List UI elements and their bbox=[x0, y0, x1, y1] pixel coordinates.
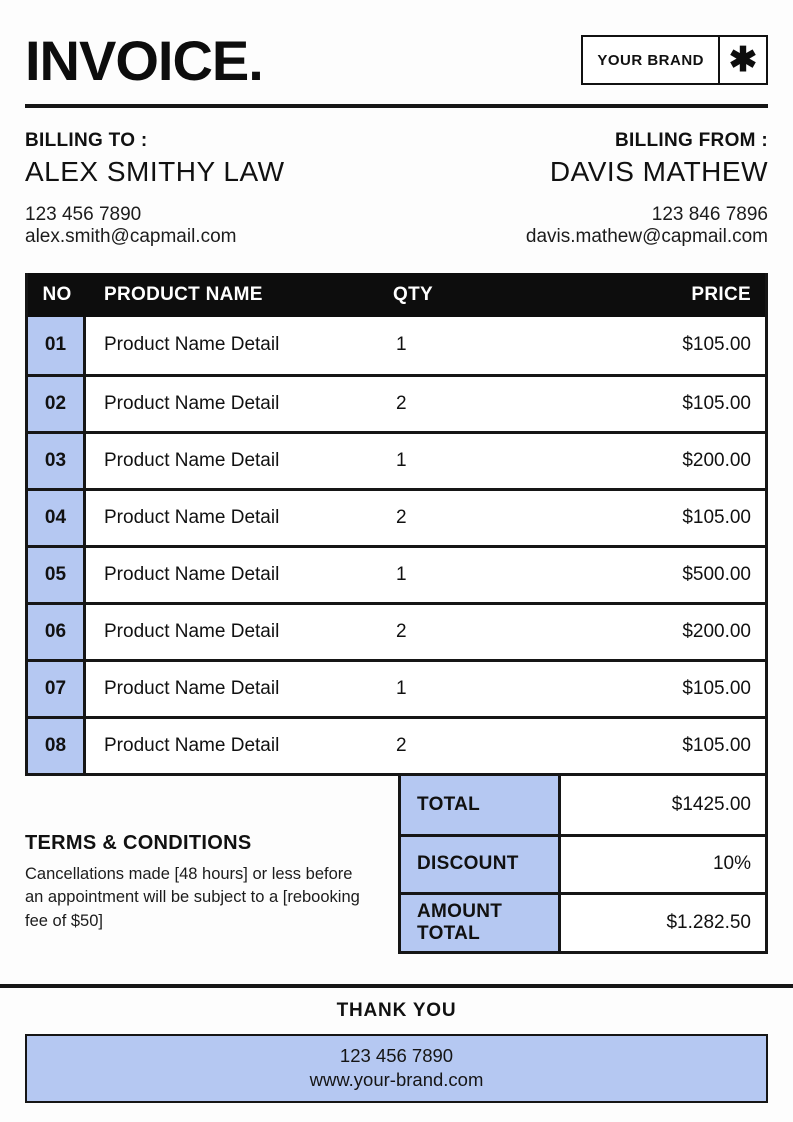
row-product-name: Product Name Detail bbox=[104, 620, 280, 642]
totals-row bbox=[401, 834, 765, 892]
footer-divider bbox=[0, 984, 793, 988]
items-table bbox=[25, 273, 768, 776]
billing-from-phone: 123 846 7896 bbox=[651, 204, 768, 225]
billing-from-block bbox=[526, 130, 768, 249]
row-qty: 1 bbox=[396, 449, 407, 471]
row-qty: 2 bbox=[396, 506, 407, 528]
billing-to-email: alex.smith@capmail.com bbox=[25, 226, 237, 248]
row-number: 07 bbox=[28, 662, 86, 716]
brand-badge bbox=[581, 35, 768, 85]
totals-row bbox=[401, 892, 765, 951]
summary-section bbox=[25, 776, 768, 954]
billing-from-email: davis.mathew@capmail.com bbox=[525, 226, 768, 248]
row-number: 06 bbox=[28, 605, 86, 659]
row-number: 08 bbox=[28, 719, 86, 773]
table-row bbox=[28, 545, 765, 602]
billing-to-phone: 123 456 7890 bbox=[25, 204, 142, 225]
table-row bbox=[28, 716, 765, 773]
billing-to-name: ALEX SMITHY LAW bbox=[25, 156, 285, 187]
row-product-name: Product Name Detail bbox=[104, 506, 280, 528]
row-qty: 1 bbox=[396, 334, 407, 356]
row-price: $105.00 bbox=[682, 392, 751, 414]
footer-phone: 123 456 7890 bbox=[339, 1044, 454, 1066]
row-number: 04 bbox=[28, 491, 86, 545]
column-header-qty: QTY bbox=[393, 283, 433, 305]
table-row bbox=[28, 317, 765, 374]
totals-value: $1.282.50 bbox=[561, 895, 765, 951]
billing-to-label: BILLING TO : bbox=[25, 130, 148, 151]
row-qty: 1 bbox=[396, 677, 407, 699]
header bbox=[25, 28, 768, 92]
row-product-name: Product Name Detail bbox=[104, 734, 280, 756]
row-qty: 2 bbox=[396, 620, 407, 642]
header-divider bbox=[25, 104, 768, 108]
table-row bbox=[28, 659, 765, 716]
totals-row bbox=[401, 776, 765, 834]
row-number: 01 bbox=[28, 317, 86, 374]
row-product-name: Product Name Detail bbox=[104, 563, 280, 585]
column-header-price: PRICE bbox=[691, 283, 751, 305]
totals-value: 10% bbox=[561, 837, 765, 892]
row-number: 03 bbox=[28, 434, 86, 488]
column-header-product: PRODUCT NAME bbox=[104, 283, 263, 305]
totals-value: $1425.00 bbox=[561, 776, 765, 834]
table-row bbox=[28, 488, 765, 545]
row-product-name: Product Name Detail bbox=[104, 677, 280, 699]
table-row bbox=[28, 374, 765, 431]
billing-from-name: DAVIS MATHEW bbox=[549, 156, 768, 187]
billing-to-block bbox=[25, 130, 285, 249]
row-price: $105.00 bbox=[682, 506, 751, 528]
billing-from-contact bbox=[526, 204, 768, 249]
totals-label: DISCOUNT bbox=[401, 837, 561, 892]
row-qty: 2 bbox=[396, 392, 407, 414]
totals-table bbox=[398, 776, 768, 954]
terms-block bbox=[25, 832, 375, 933]
table-row bbox=[28, 602, 765, 659]
billing-to-contact bbox=[25, 204, 285, 249]
totals-body bbox=[401, 776, 765, 951]
terms-body: Cancellations made [48 hours] or less before an appointment will be subject to a [rebooking fee of $50] bbox=[25, 864, 360, 930]
table-body bbox=[28, 317, 765, 773]
row-price: $200.00 bbox=[682, 620, 751, 642]
asterisk-icon: ✱ bbox=[718, 37, 766, 83]
row-product-name: Product Name Detail bbox=[104, 334, 280, 356]
thank-you-text: THANK YOU bbox=[336, 999, 457, 1021]
table-row bbox=[28, 431, 765, 488]
row-qty: 1 bbox=[396, 563, 407, 585]
row-qty: 2 bbox=[396, 734, 407, 756]
row-price: $105.00 bbox=[682, 734, 751, 756]
row-price: $500.00 bbox=[682, 563, 751, 585]
row-number: 05 bbox=[28, 548, 86, 602]
row-number: 02 bbox=[28, 377, 86, 431]
row-price: $200.00 bbox=[682, 449, 751, 471]
billing-from-label: BILLING FROM : bbox=[614, 130, 768, 151]
terms-heading: TERMS & CONDITIONS bbox=[25, 831, 252, 854]
billing-section bbox=[25, 130, 768, 249]
column-header-no: NO bbox=[42, 283, 72, 305]
footer-website: www.your-brand.com bbox=[309, 1068, 484, 1090]
page-title: INVOICE. bbox=[25, 28, 263, 92]
brand-label: YOUR BRAND bbox=[597, 51, 704, 69]
row-price: $105.00 bbox=[682, 677, 751, 699]
totals-label: AMOUNT TOTAL bbox=[401, 895, 561, 951]
row-product-name: Product Name Detail bbox=[104, 392, 280, 414]
footer-contact-box bbox=[25, 1034, 768, 1103]
row-price: $105.00 bbox=[682, 334, 751, 356]
table-header-row bbox=[28, 273, 765, 317]
row-product-name: Product Name Detail bbox=[104, 449, 280, 471]
totals-label: TOTAL bbox=[401, 776, 561, 834]
